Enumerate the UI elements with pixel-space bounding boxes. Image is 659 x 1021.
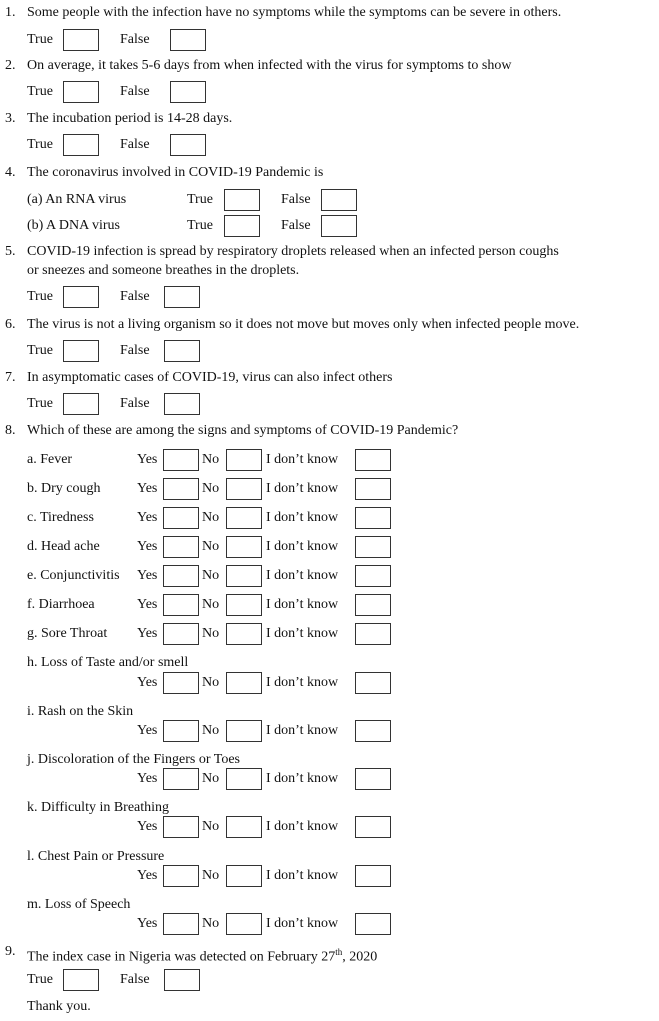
no-label: No — [202, 868, 220, 883]
yes-checkbox[interactable] — [163, 865, 199, 887]
true-checkbox[interactable] — [63, 340, 99, 362]
dont-know-label: I don’t know — [266, 819, 339, 834]
false-checkbox[interactable] — [321, 189, 357, 211]
symptom-label: i. Rash on the Skin — [27, 704, 134, 719]
dont-know-label: I don’t know — [266, 916, 339, 931]
yes-checkbox[interactable] — [163, 478, 199, 500]
false-label: False — [281, 218, 311, 233]
no-checkbox[interactable] — [226, 536, 262, 558]
dont-know-checkbox[interactable] — [355, 816, 391, 838]
question-number: 1. — [5, 5, 16, 20]
true-checkbox[interactable] — [63, 286, 99, 308]
no-label: No — [202, 819, 220, 834]
no-checkbox[interactable] — [226, 816, 262, 838]
symptom-label: m. Loss of Speech — [27, 897, 131, 912]
yes-label: Yes — [137, 597, 158, 612]
false-label: False — [120, 137, 150, 152]
true-label: True — [187, 192, 213, 207]
question-number: 2. — [5, 58, 16, 73]
question-text: Which of these are among the signs and symptoms of COVID-19 Pandemic? — [27, 423, 459, 438]
yes-checkbox[interactable] — [163, 816, 199, 838]
no-checkbox[interactable] — [226, 768, 262, 790]
question-text: In asymptomatic cases of COVID-19, virus can also infect others — [27, 370, 393, 385]
symptom-label: j. Discoloration of the Fingers or Toes — [27, 752, 241, 767]
false-checkbox[interactable] — [170, 134, 206, 156]
false-checkbox[interactable] — [164, 286, 200, 308]
dont-know-checkbox[interactable] — [355, 720, 391, 742]
false-checkbox[interactable] — [321, 215, 357, 237]
false-label: False — [120, 84, 150, 99]
true-label: True — [27, 343, 53, 358]
symptom-label: e. Conjunctivitis — [27, 568, 120, 583]
question-text: or sneezes and someone breathes in the droplets. — [27, 263, 300, 278]
question-text — [27, 944, 377, 966]
question-text-tail: , 2020 — [342, 949, 378, 965]
dont-know-checkbox[interactable] — [355, 865, 391, 887]
dont-know-checkbox[interactable] — [355, 623, 391, 645]
sub-option-label: (a) An RNA virus — [27, 192, 127, 207]
question-text: The coronavirus involved in COVID-19 Pandemic is — [27, 165, 324, 180]
no-checkbox[interactable] — [226, 478, 262, 500]
false-label: False — [120, 972, 150, 987]
symptom-label: h. Loss of Taste and/or smell — [27, 655, 189, 670]
no-label: No — [202, 597, 220, 612]
dont-know-label: I don’t know — [266, 597, 339, 612]
dont-know-checkbox[interactable] — [355, 913, 391, 935]
question-number: 3. — [5, 111, 16, 126]
symptom-label: k. Difficulty in Breathing — [27, 800, 170, 815]
no-checkbox[interactable] — [226, 913, 262, 935]
dont-know-checkbox[interactable] — [355, 672, 391, 694]
symptom-label: d. Head ache — [27, 539, 100, 554]
no-checkbox[interactable] — [226, 720, 262, 742]
dont-know-checkbox[interactable] — [355, 478, 391, 500]
no-label: No — [202, 771, 220, 786]
question-number: 5. — [5, 244, 16, 259]
dont-know-checkbox[interactable] — [355, 507, 391, 529]
dont-know-checkbox[interactable] — [355, 565, 391, 587]
no-label: No — [202, 539, 220, 554]
dont-know-label: I don’t know — [266, 539, 339, 554]
question-text-main: The index case in Nigeria was detected on February 27 — [27, 949, 336, 965]
true-checkbox[interactable] — [224, 189, 260, 211]
dont-know-label: I don’t know — [266, 481, 339, 496]
dont-know-label: I don’t know — [266, 868, 339, 883]
false-checkbox[interactable] — [170, 81, 206, 103]
no-checkbox[interactable] — [226, 623, 262, 645]
true-checkbox[interactable] — [224, 215, 260, 237]
dont-know-checkbox[interactable] — [355, 449, 391, 471]
symptom-label: a. Fever — [27, 452, 73, 467]
no-label: No — [202, 916, 220, 931]
yes-checkbox[interactable] — [163, 565, 199, 587]
question-text: The incubation period is 14-28 days. — [27, 111, 233, 126]
false-checkbox[interactable] — [164, 393, 200, 415]
yes-checkbox[interactable] — [163, 536, 199, 558]
dont-know-label: I don’t know — [266, 452, 339, 467]
true-checkbox[interactable] — [63, 81, 99, 103]
true-checkbox[interactable] — [63, 29, 99, 51]
true-label: True — [27, 396, 53, 411]
yes-label: Yes — [137, 819, 158, 834]
dont-know-label: I don’t know — [266, 510, 339, 525]
superscript: th — [335, 947, 343, 957]
dont-know-label: I don’t know — [266, 626, 339, 641]
false-label: False — [120, 32, 150, 47]
yes-checkbox[interactable] — [163, 672, 199, 694]
false-label: False — [120, 289, 150, 304]
no-label: No — [202, 723, 220, 738]
true-label: True — [27, 137, 53, 152]
question-text: Some people with the infection have no symptoms while the symptoms can be severe in others. — [27, 5, 562, 20]
yes-label: Yes — [137, 626, 158, 641]
yes-label: Yes — [137, 568, 158, 583]
true-label: True — [187, 218, 213, 233]
question-text: The virus is not a living organism so it does not move but moves only when infected people move. — [27, 317, 580, 332]
no-checkbox[interactable] — [226, 672, 262, 694]
false-label: False — [281, 192, 311, 207]
yes-label: Yes — [137, 481, 158, 496]
question-text: On average, it takes 5-6 days from when infected with the virus for symptoms to show — [27, 58, 512, 73]
true-label: True — [27, 972, 53, 987]
false-checkbox[interactable] — [164, 340, 200, 362]
dont-know-label: I don’t know — [266, 675, 339, 690]
question-number: 7. — [5, 370, 16, 385]
true-checkbox[interactable] — [63, 134, 99, 156]
no-checkbox[interactable] — [226, 565, 262, 587]
yes-checkbox[interactable] — [163, 449, 199, 471]
true-label: True — [27, 84, 53, 99]
yes-label: Yes — [137, 723, 158, 738]
dont-know-checkbox[interactable] — [355, 536, 391, 558]
dont-know-label: I don’t know — [266, 568, 339, 583]
true-label: True — [27, 32, 53, 47]
no-label: No — [202, 452, 220, 467]
dont-know-label: I don’t know — [266, 723, 339, 738]
false-label: False — [120, 343, 150, 358]
no-checkbox[interactable] — [226, 507, 262, 529]
yes-checkbox[interactable] — [163, 913, 199, 935]
symptom-label: b. Dry cough — [27, 481, 101, 496]
question-text: COVID-19 infection is spread by respiratory droplets released when an infected person coughs — [27, 244, 559, 259]
yes-label: Yes — [137, 675, 158, 690]
true-checkbox[interactable] — [63, 969, 99, 991]
no-label: No — [202, 675, 220, 690]
question-number: 4. — [5, 165, 16, 180]
symptom-label: g. Sore Throat — [27, 626, 108, 641]
dont-know-checkbox[interactable] — [355, 594, 391, 616]
true-label: True — [27, 289, 53, 304]
yes-label: Yes — [137, 771, 158, 786]
false-checkbox[interactable] — [170, 29, 206, 51]
symptom-label: f. Diarrhoea — [27, 597, 95, 612]
no-label: No — [202, 626, 220, 641]
yes-label: Yes — [137, 510, 158, 525]
false-checkbox[interactable] — [164, 969, 200, 991]
question-number: 9. — [5, 944, 16, 959]
sub-option-label: (b) A DNA virus — [27, 218, 120, 233]
no-label: No — [202, 568, 220, 583]
yes-checkbox[interactable] — [163, 594, 199, 616]
symptom-label: l. Chest Pain or Pressure — [27, 849, 165, 864]
no-checkbox[interactable] — [226, 865, 262, 887]
dont-know-checkbox[interactable] — [355, 768, 391, 790]
symptom-label: c. Tiredness — [27, 510, 94, 525]
no-label: No — [202, 481, 220, 496]
question-number: 8. — [5, 423, 16, 438]
true-checkbox[interactable] — [63, 393, 99, 415]
yes-label: Yes — [137, 916, 158, 931]
closing-text: Thank you. — [27, 999, 91, 1014]
no-label: No — [202, 510, 220, 525]
question-number: 6. — [5, 317, 16, 332]
yes-checkbox[interactable] — [163, 507, 199, 529]
yes-checkbox[interactable] — [163, 720, 199, 742]
yes-label: Yes — [137, 868, 158, 883]
no-checkbox[interactable] — [226, 594, 262, 616]
no-checkbox[interactable] — [226, 449, 262, 471]
dont-know-label: I don’t know — [266, 771, 339, 786]
yes-checkbox[interactable] — [163, 623, 199, 645]
false-label: False — [120, 396, 150, 411]
yes-checkbox[interactable] — [163, 768, 199, 790]
yes-label: Yes — [137, 452, 158, 467]
yes-label: Yes — [137, 539, 158, 554]
